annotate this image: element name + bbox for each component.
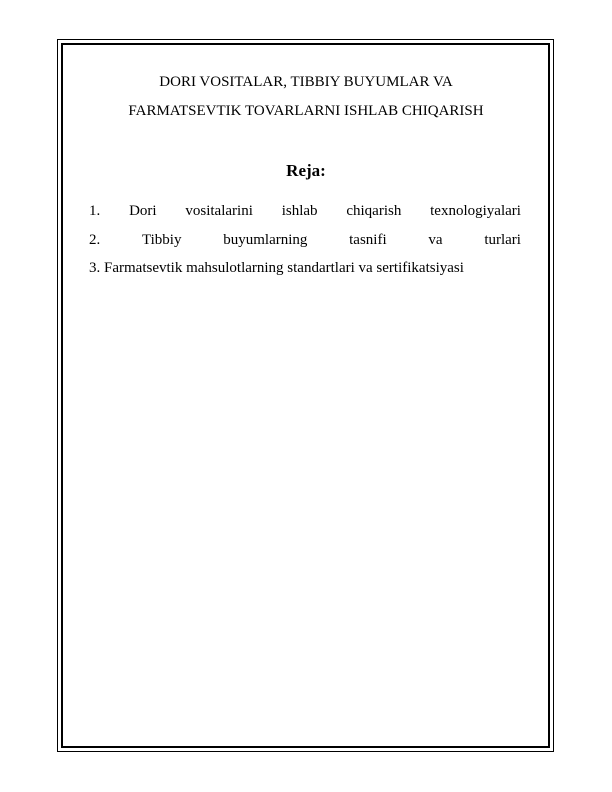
plan-item-word: 1.: [89, 203, 101, 219]
plan-item-word: buyumlarning: [223, 232, 308, 248]
title-line-1: DORI VOSITALAR, TIBBIY BUYUMLAR VA: [159, 74, 453, 90]
title-line-2: FARMATSEVTIK TOVARLARNI ISHLAB CHIQARISH: [128, 103, 484, 119]
page-border: [57, 39, 554, 752]
plan-item-word: tasnifi: [349, 232, 387, 248]
plan-item-word: chiqarish: [346, 203, 402, 219]
plan-item-word: vositalarini: [185, 203, 253, 219]
plan-item-3: 3. Farmatsevtik mahsulotlarning standartlari va sertifikatsiyasi: [89, 260, 464, 276]
plan-item-word: turlari: [484, 232, 521, 248]
plan-heading: Reja:: [286, 161, 326, 180]
plan-item-word: Tibbiy: [142, 232, 182, 248]
plan-item-2: [89, 231, 521, 249]
plan-item-word: va: [428, 232, 443, 248]
plan-item-word: 2.: [89, 232, 101, 248]
plan-item-word: ishlab: [281, 203, 318, 219]
plan-item-word: Dori: [129, 203, 157, 219]
plan-item-1: [89, 202, 521, 220]
plan-item-word: texnologiyalari: [430, 203, 521, 219]
page-border-inner: [61, 43, 550, 748]
